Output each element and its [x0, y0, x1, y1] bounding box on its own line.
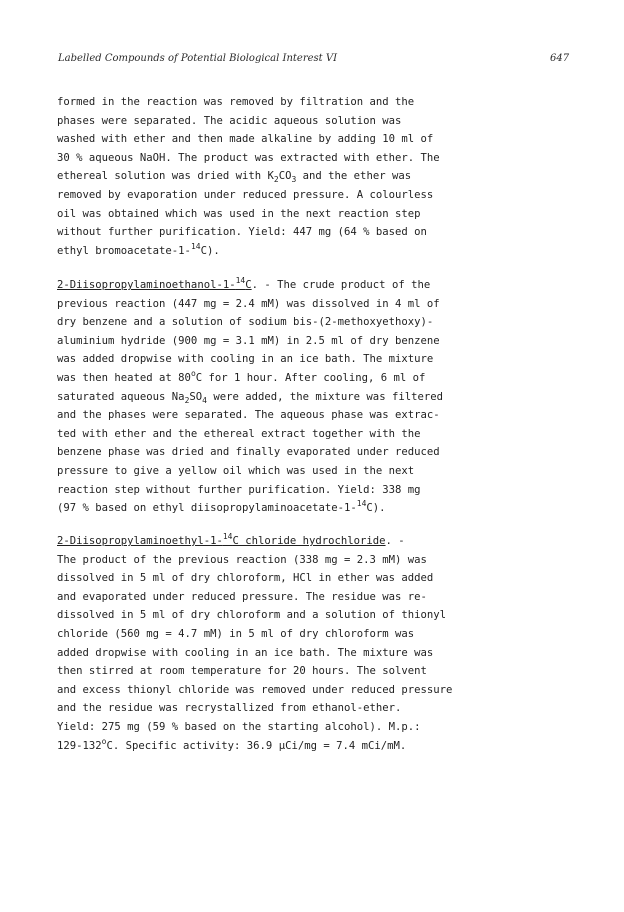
text-line: chloride (560 mg = 4.7 mM) in 5 ml of dry chloroform was — [57, 627, 415, 640]
running-header-title: Labelled Compounds of Potential Biological Interest VI — [58, 53, 338, 64]
text-line: benzene phase was dried and finally evaporated under reduced — [57, 446, 440, 459]
text-line: Yield: 275 mg (59 % based on the starting alcohol). M.p.: — [57, 720, 421, 733]
text-line: without further purification. Yield: 447 mg (64 % based on — [57, 226, 427, 239]
page-number: 647 — [550, 53, 570, 64]
text-line: saturated aqueous $Na_2SO_4$ were added, the mixture was filtered — [57, 390, 443, 405]
text-line: The product of the previous reaction (338 mg = 2.3 mM) was — [57, 553, 427, 566]
text-line: 2-Diisopropylaminoethyl-1-$^{14}$C chloride hydrochloride. - — [57, 532, 405, 547]
paragraph-diisopropylaminoethyl-chloride — [57, 532, 452, 755]
text-line: then stirred at room temperature for 20 hours. The solvent — [57, 665, 427, 678]
text-line: dissolved in 5 ml of dry chloroform, HCl in ether was added — [57, 572, 434, 585]
text-line: ethereal solution was dried with $K_2CO_3$ and the ether was — [57, 170, 412, 185]
text-line: dissolved in 5 ml of dry chloroform and a solution of thionyl — [57, 609, 447, 622]
text-line: washed with ether and then made alkaline by adding 10 ml of — [57, 133, 434, 146]
paragraph-diisopropylaminoethanol — [57, 276, 443, 518]
text-line: 30 % aqueous NaOH. The product was extracted with ether. The — [57, 151, 440, 164]
text-line: and the residue was recrystallized from ethanol-ether. — [57, 702, 402, 715]
text-line: and evaporated under reduced pressure. The residue was re- — [57, 590, 427, 603]
text-line: phases were separated. The acidic aqueous solution was — [57, 114, 402, 127]
text-line: ethyl bromoacetate-1-$^{14}$C). — [57, 241, 220, 257]
text-line: was added dropwise with cooling in an ice bath. The mixture — [57, 353, 434, 366]
text-line: 2-Diisopropylaminoethanol-1-$^{14}$C. - The crude product of the — [57, 276, 431, 291]
text-line: and the phases were separated. The aqueous phase was extrac- — [57, 409, 440, 422]
text-line: removed by evaporation under reduced pressure. A colourless — [57, 188, 434, 201]
text-line: formed in the reaction was removed by filtration and the — [57, 96, 415, 108]
text-line: and excess thionyl chloride was removed under reduced pressure — [57, 683, 453, 696]
text-line: ted with ether and the ethereal extract together with the — [57, 427, 421, 440]
text-line: dry benzene and a solution of sodium bis-(2-methoxyethoxy)- — [57, 316, 434, 329]
text-line: reaction step without further purification. Yield: 338 mg — [57, 483, 421, 496]
text-line: (97 % based on ethyl diisopropylaminoacetate-1-$^{14}$C). — [57, 499, 386, 515]
text-line: pressure to give a yellow oil which was used in the next — [57, 464, 415, 477]
text-line: oil was obtained which was used in the next reaction step — [57, 207, 421, 220]
text-line: aluminium hydride (900 mg = 3.1 mM) in 2.5 ml of dry benzene — [57, 334, 440, 347]
text-line: was then heated at 80$^o$C for 1 hour. After cooling, 6 ml of — [57, 368, 426, 384]
section-heading: 2-Diisopropylaminoethyl-1-$^{14}$C chloride hydrochloride — [57, 532, 386, 547]
text-line: added dropwise with cooling in an ice bath. The mixture was — [57, 646, 434, 659]
section-heading: 2-Diisopropylaminoethanol-1-$^{14}$C — [57, 276, 252, 291]
paragraph-continuation — [57, 93, 440, 260]
text-line: previous reaction (447 mg = 2.4 mM) was dissolved in 4 ml of — [57, 297, 440, 310]
text-line: 129-132$^o$C. Specific activity: 36.9 μCi/mg = 7.4 mCi/mM. — [57, 736, 407, 752]
